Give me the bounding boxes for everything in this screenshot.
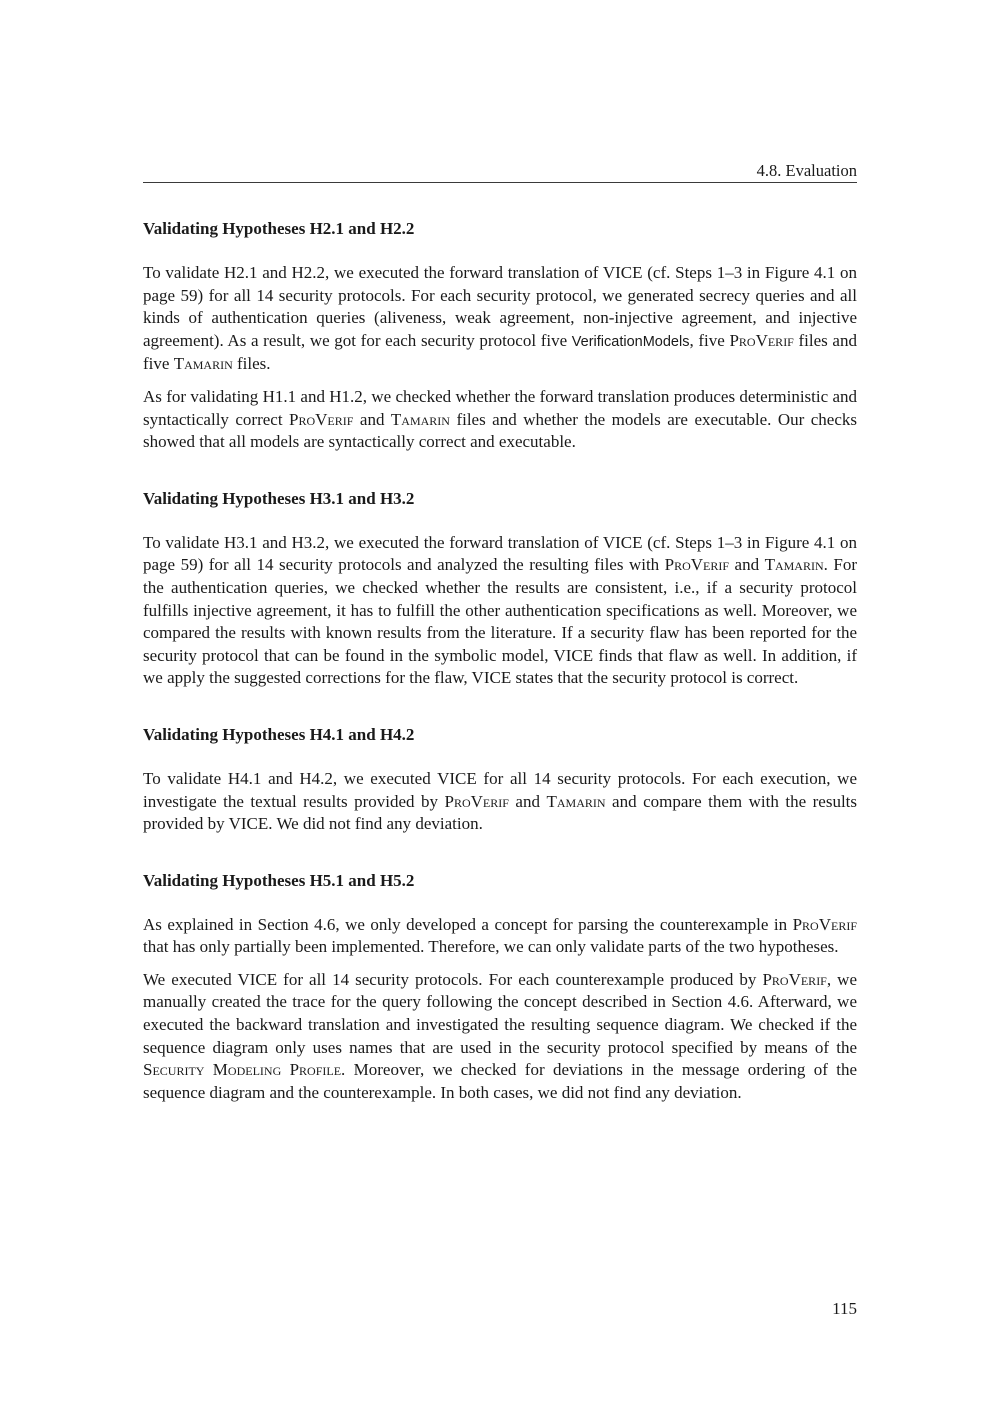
- text-run: To validate H2.1 and H2.2, we executed the forward translation of VICE (cf. Steps 1–3 in Figure 4.1 on page 59) for all 14 security protocols. For each security protocol, we generated secrecy queries and all kinds of authentication queries (aliveness, weak agreement, non-injective agreement, and injective agreement). As a result, we got for each security protocol five: [143, 263, 857, 350]
- text-run: files and five: [143, 330, 857, 374]
- section-heading: Validating Hypotheses H3.1 and H3.2: [143, 488, 415, 508]
- section-h5: [143, 870, 857, 1105]
- text-run: To validate H4.1 and H4.2, we executed VICE for all 14 security protocols. For each execution, we investigate the textual results provided by: [143, 768, 857, 811]
- text-run: We executed VICE for all 14 security protocols. For each counterexample produced by: [143, 969, 763, 989]
- tool-name: Security Modeling Profile: [143, 1060, 342, 1080]
- text-run: and: [353, 409, 391, 429]
- tool-name: Tamarin: [173, 354, 233, 374]
- paragraph: [143, 532, 857, 690]
- text-run: , we manually created the trace for the query following the concept described in Section 4.6. Afterward, we executed the backward translation and investigated the resulting sequence diagram. We checked if the sequence diagram only uses names that are used in the security protocol specified by means of the: [143, 969, 857, 1057]
- page-number: 115: [832, 1299, 857, 1318]
- tool-name: ProVerif: [792, 914, 857, 934]
- text-run: As for validating H1.1 and H1.2, we checked whether the forward translation produces deterministic and syntactically correct: [143, 386, 857, 429]
- tool-name: Tamarin: [390, 409, 450, 429]
- paragraph: [143, 768, 857, 836]
- text-run: files and whether the models are executable. Our checks showed that all models are syntactically correct and executable.: [143, 409, 857, 452]
- section-h3: [143, 488, 857, 690]
- text-run: and: [508, 791, 547, 811]
- text-run: . For the authentication queries, we checked whether the results are consistent, i.e., if a security protocol fulfills injective agreement, it has to fulfill the other authentication specifications as well. Moreover, we compared the results with known results from the literature. If a security flaw has been reported for the security protocol that can be found in the symbolic model, VICE finds that flaw as well. In addition, if we apply the suggested corrections for the flaw, VICE states that the security protocol is correct.: [143, 555, 857, 688]
- tool-name: ProVerif: [289, 409, 354, 429]
- paragraph: [143, 262, 857, 376]
- paragraph: [143, 969, 857, 1105]
- text-run: that has only partially been implemented. Therefore, we can only validate parts of the two hypotheses.: [143, 937, 839, 957]
- text-run: files.: [232, 354, 271, 374]
- text-run: . Moreover, we checked for deviations in the message ordering of the sequence diagram and the counterexample. In both cases, we did not find any deviation.: [143, 1060, 858, 1102]
- text-run: To validate H3.1 and H3.2, we executed the forward translation of VICE (cf. Steps 1–3 in Figure 4.1 on page 59) for all 14 security protocols and analyzed the resulting files with: [143, 532, 857, 575]
- section-h4: [143, 724, 857, 836]
- paragraph: [143, 386, 857, 454]
- text-run: , five: [689, 330, 730, 350]
- tool-name: ProVerif: [729, 330, 794, 350]
- tool-name: ProVerif: [664, 555, 730, 575]
- tool-name: Tamarin: [764, 555, 824, 575]
- text-run: and: [729, 555, 765, 575]
- section-heading: Validating Hypotheses H4.1 and H4.2: [143, 724, 415, 744]
- tool-name: Tamarin: [546, 791, 606, 811]
- text-run: and compare them with the results provided by VICE. We did not find any deviation.: [143, 791, 858, 834]
- header-rule: [143, 182, 857, 183]
- section-heading: Validating Hypotheses H2.1 and H2.2: [143, 219, 415, 238]
- section-heading: Validating Hypotheses H5.1 and H5.2: [143, 870, 415, 890]
- section-h2: [143, 218, 857, 454]
- tool-name: ProVerif: [762, 969, 827, 989]
- model-name: VerificationModels: [571, 333, 690, 350]
- document-page: [143, 0, 857, 1414]
- tool-name: ProVerif: [444, 791, 509, 811]
- paragraph: [143, 914, 857, 959]
- text-run: As explained in Section 4.6, we only developed a concept for parsing the counterexample in: [143, 914, 793, 934]
- running-header: 4.8. Evaluation: [756, 161, 857, 180]
- page-content: [143, 218, 857, 1138]
